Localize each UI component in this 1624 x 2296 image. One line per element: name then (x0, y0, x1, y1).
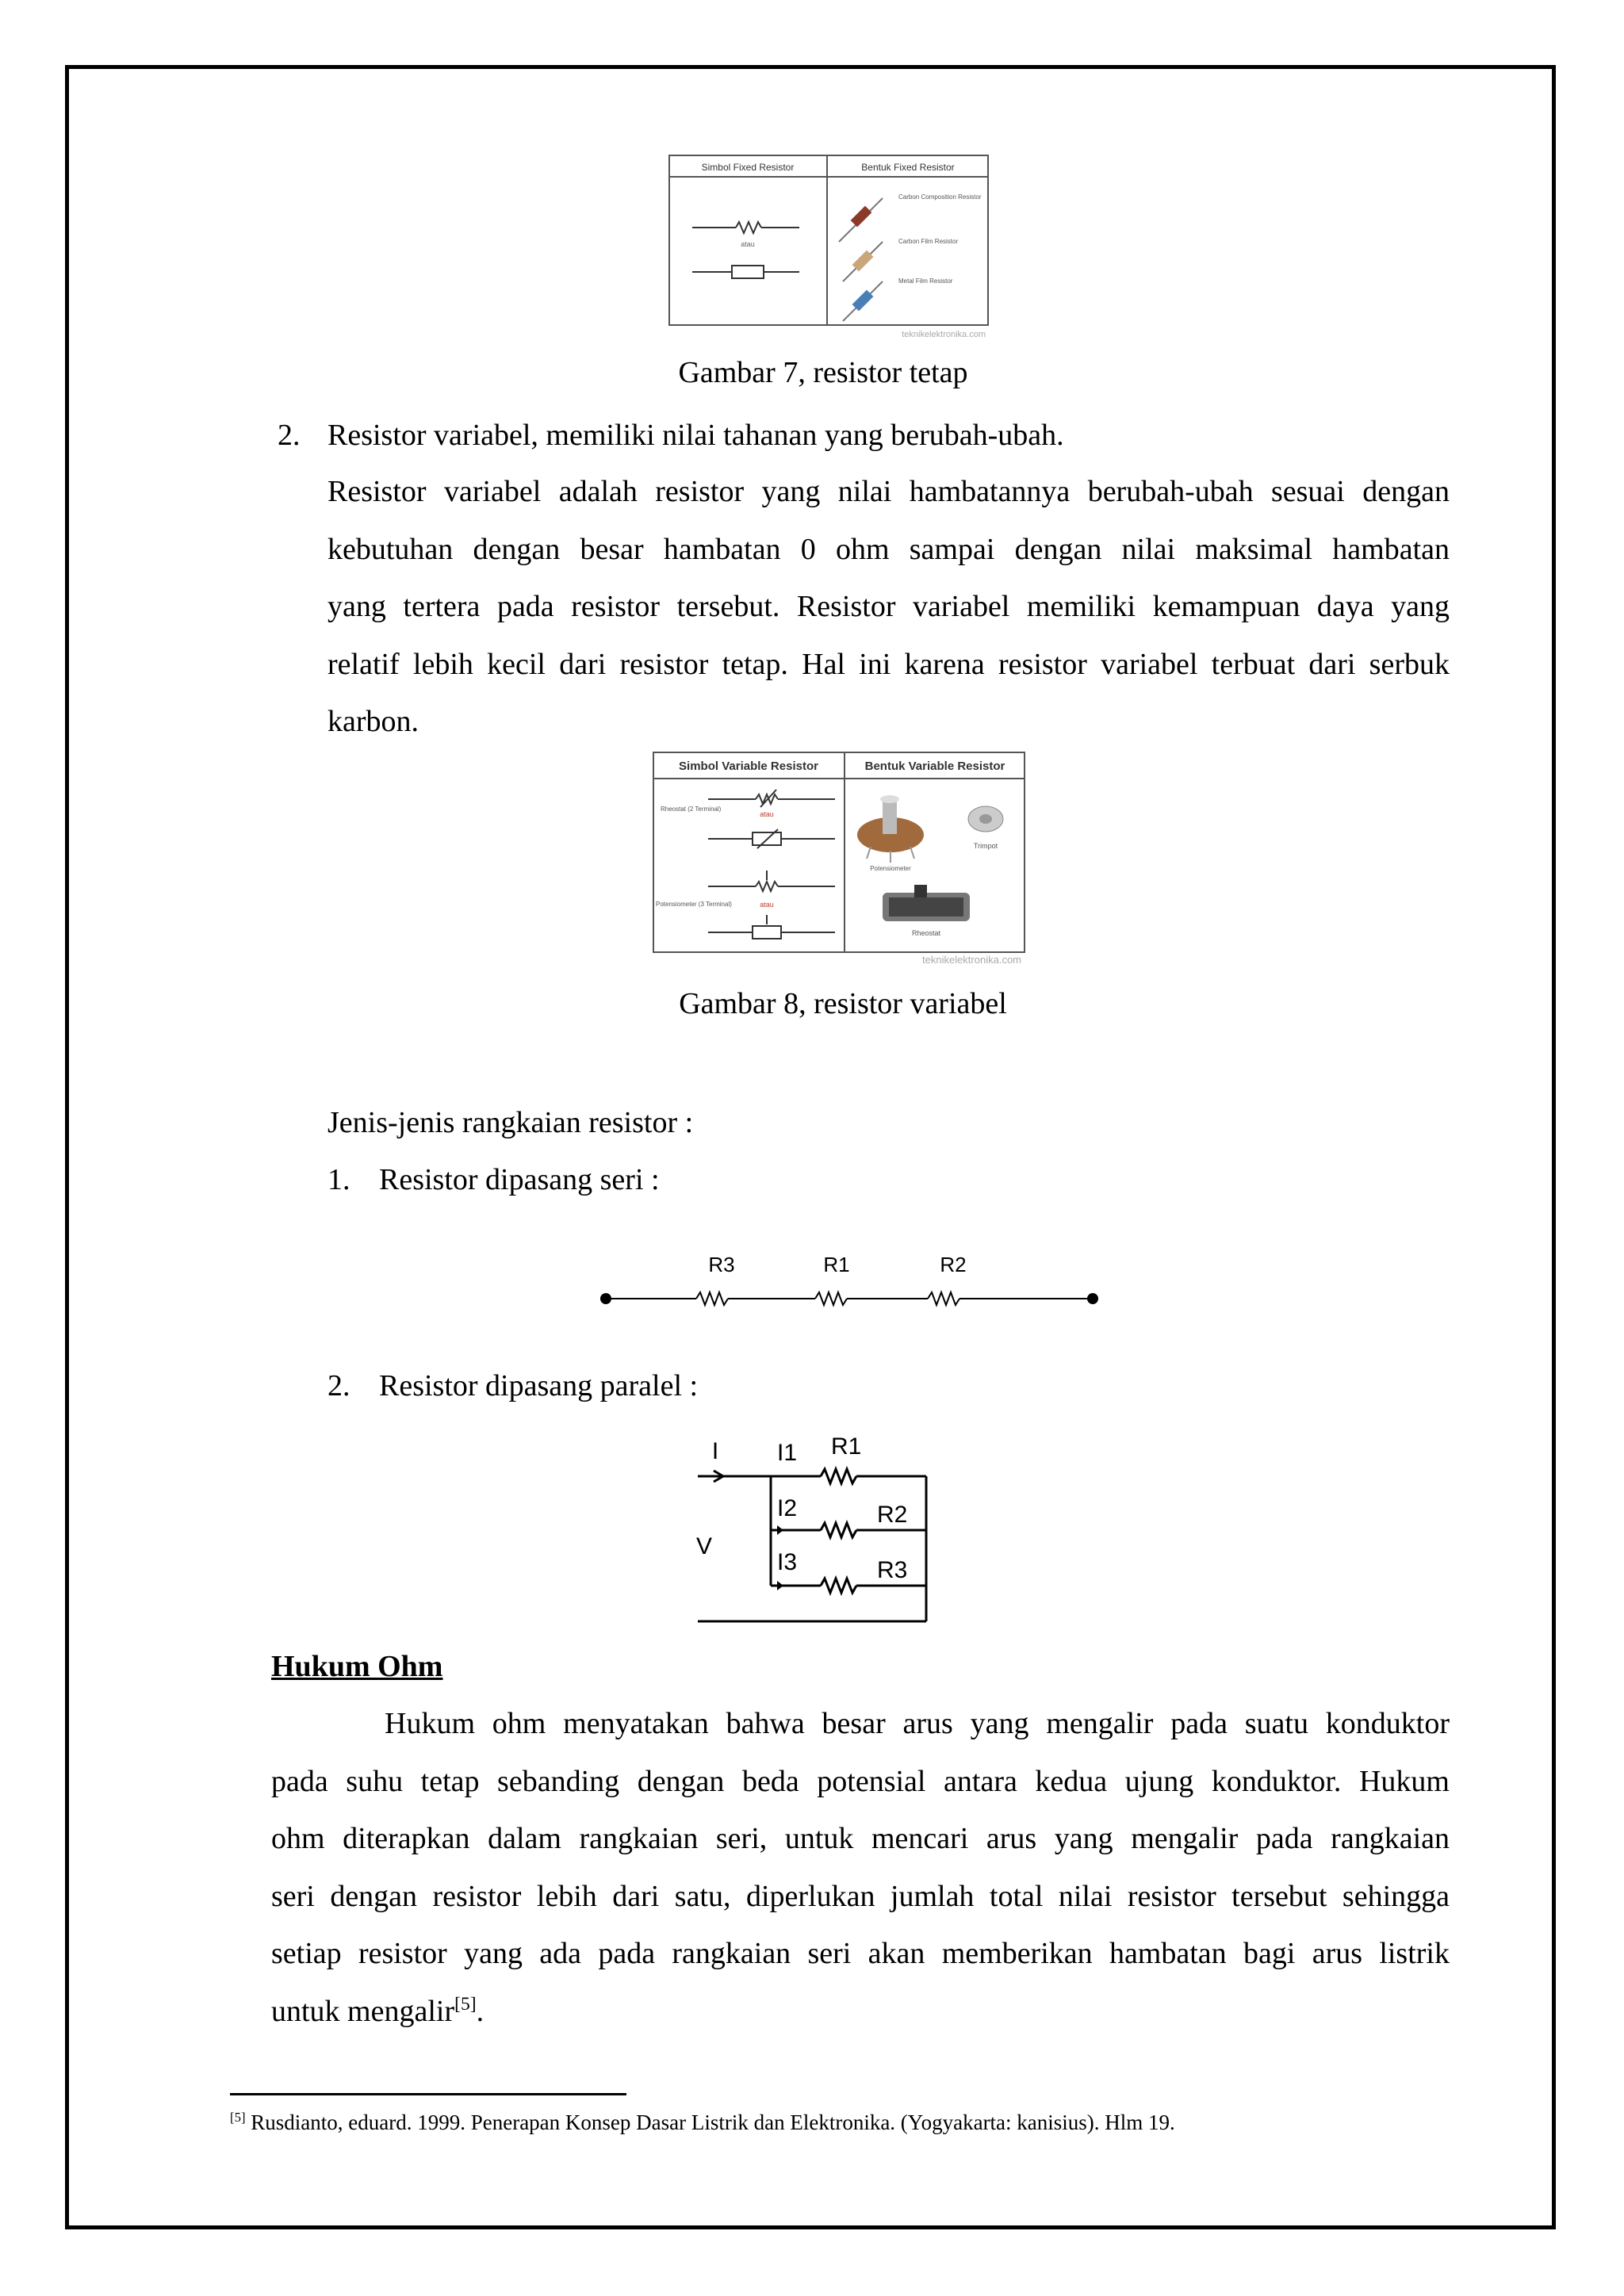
footnote-text: Rusdianto, eduard. 1999. Penerapan Konsep Dasar Listrik dan Elektronika. (Yogyakarta: kanisius). Hlm 19. (245, 2110, 1175, 2134)
series-resistor-label: R2 (940, 1253, 967, 1276)
series-label: Resistor dipasang seri : (379, 1163, 660, 1196)
item-2-line: karbon. (327, 705, 419, 738)
ohm-law-period: . (476, 1994, 485, 2028)
figure-7-header-right: Bentuk Fixed Resistor (861, 162, 955, 173)
parallel-current-label: I1 (777, 1440, 798, 1466)
footnote (230, 2110, 1175, 2135)
figure-7-header-left: Simbol Fixed Resistor (701, 162, 795, 173)
parallel-current-label: I2 (777, 1495, 798, 1521)
series-resistor-label: R3 (708, 1253, 735, 1276)
parallel-current-label: I3 (777, 1549, 798, 1575)
figure-8-watermark: teknikelektronika.com (922, 954, 1021, 966)
figure-8-pot-label: Potensiometer (3 Terminal) (656, 901, 732, 908)
parallel-resistor-label: R2 (877, 1502, 908, 1528)
item-2-line: kebutuhan dengan besar hambatan 0 ohm sampai dengan nilai maksimal hambatan (327, 532, 1450, 566)
ohm-law-paragraph (271, 1695, 1450, 2040)
figure-8-variable-resistor (653, 752, 1027, 969)
parallel-circuit-diagram (690, 1427, 944, 1629)
item-2-paragraph (327, 463, 1450, 751)
figure-7-label-carbon-composition: Carbon Composition Resistor (898, 193, 982, 201)
figure-7-fixed-resistor (668, 155, 990, 345)
parallel-resistor-label: R3 (877, 1557, 908, 1583)
footnote-divider (230, 2093, 626, 2095)
ohm-law-last-text: untuk mengalir (271, 1994, 455, 2028)
ohm-law-line: ohm diterapkan dalam rangkaian seri, untuk mencari arus yang mengalir pada rangkaian (271, 1822, 1450, 1855)
figure-7-label-metal-film: Metal Film Resistor (898, 277, 953, 285)
figure-8-atau-1: atau (760, 810, 774, 818)
ohm-law-line: seri dengan resistor lebih dari satu, diperlukan jumlah total nilai resistor tersebut sehingga (271, 1879, 1450, 1913)
item-2-title: Resistor variabel, memiliki nilai tahanan yang berubah-ubah. (327, 419, 1064, 452)
figure-8-header-left: Simbol Variable Resistor (679, 760, 818, 773)
figure-7-watermark: teknikelektronika.com (902, 330, 986, 339)
item-2-line: relatif lebih kecil dari resistor tetap. Hal ini karena resistor variabel terbuat dari serbuk (327, 647, 1450, 681)
series-circuit-diagram (595, 1245, 1110, 1324)
figure-7-caption: Gambar 7, resistor tetap (678, 356, 968, 389)
ohm-law-line: Hukum ohm menyatakan bahwa besar arus yang mengalir pada suatu konduktor (385, 1707, 1450, 1740)
figure-8-header-right: Bentuk Variable Resistor (864, 760, 1005, 773)
footnote-marker: [5] (230, 2109, 246, 2125)
parallel-total-current-label: I (711, 1438, 719, 1464)
citation-marker[interactable]: [5] (454, 1993, 477, 2015)
ohm-law-line: pada suhu tetap sebanding dengan beda potensial antara kedua ujung konduktor. Hukum (271, 1764, 1450, 1798)
item-2-number: 2. (278, 419, 301, 452)
figure-8-caption: Gambar 8, resistor variabel (679, 987, 1007, 1020)
figure-7-label-carbon-film: Carbon Film Resistor (898, 238, 959, 245)
ohm-law-heading: Hukum Ohm (271, 1650, 443, 1683)
figure-8-rheostat-label-right: Rheostat (911, 929, 941, 937)
trimpot-image (968, 806, 1003, 832)
item-2-line: yang tertera pada resistor tersebut. Resistor variabel memiliki kemampuan daya yang (327, 590, 1450, 623)
parallel-label: Resistor dipasang paralel : (379, 1369, 699, 1402)
circuit-types-intro: Jenis-jenis rangkaian resistor : (327, 1106, 694, 1139)
parallel-number: 2. (327, 1369, 350, 1402)
figure-8-atau-2: atau (760, 901, 774, 909)
ohm-law-line: setiap resistor yang ada pada rangkaian seri akan memberikan hambatan bagi arus listrik (271, 1937, 1450, 1970)
parallel-voltage-label: V (695, 1533, 713, 1559)
figure-7-atau: atau (741, 240, 755, 248)
figure-8-potensiometer-label: Potensiometer (870, 865, 911, 872)
item-2-line: Resistor variabel adalah resistor yang nilai hambatannya berubah-ubah sesuai dengan (327, 475, 1450, 508)
parallel-resistor-label: R1 (831, 1433, 862, 1460)
figure-8-trimpot-label: Trimpot (973, 842, 998, 850)
series-resistor-label: R1 (823, 1253, 850, 1276)
figure-8-rheostat-label: Rheostat (2 Terminal) (661, 806, 722, 813)
ohm-law-last-line (271, 1983, 1450, 2041)
series-number: 1. (327, 1163, 350, 1196)
